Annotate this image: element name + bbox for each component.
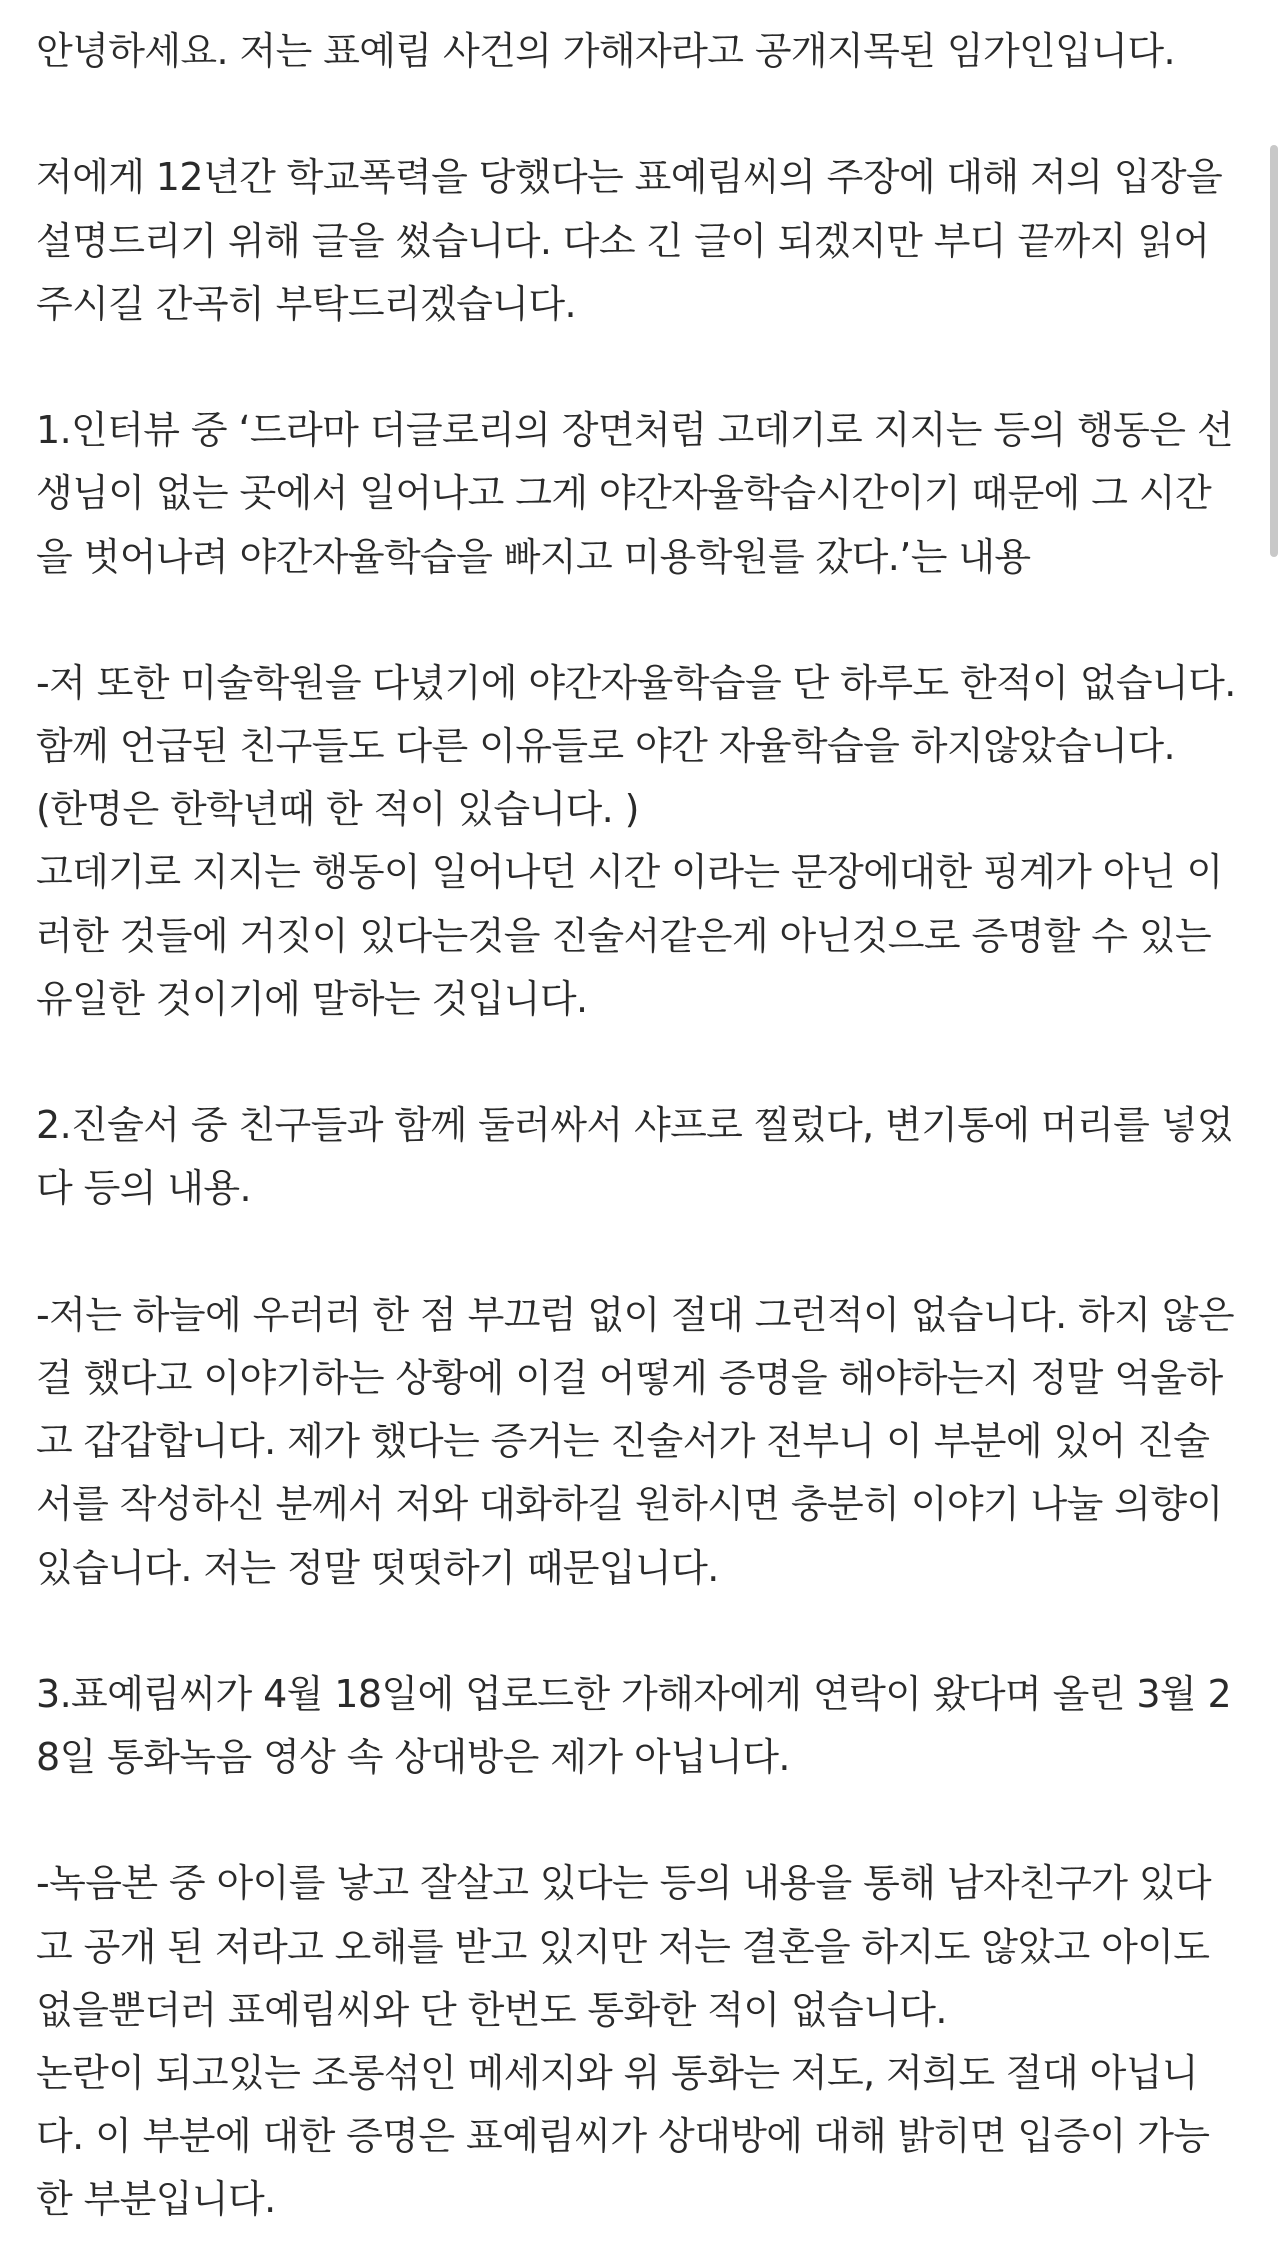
paragraph-gap — [36, 336, 1256, 399]
text-line: 안녕하세요. 저는 표예림 사건의 가해자라고 공개지목된 임가인입니다. — [36, 29, 1175, 73]
text-line: 다. 이 부분에 대한 증명은 표예림씨가 상대방에 대해 밝히면 입증이 가능 — [36, 2114, 1210, 2159]
text-line: 없을뿐더러 표예림씨와 단 한번도 통화한 적이 없습니다. — [36, 1987, 947, 2032]
text-line: 유일한 것이기에 말하는 것입니다. — [36, 976, 588, 1021]
text-line: -녹음본 중 아이를 낳고 잘살고 있다는 등의 내용을 통해 남자친구가 있다 — [36, 1861, 1212, 1906]
text-line: 고데기로 지지는 행동이 일어나던 시간 이라는 문장에대한 핑계가 아닌 이 — [36, 850, 1223, 895]
text-line: 고 공개 된 저라고 오해를 받고 있지만 저는 결혼을 하지도 않았고 아이도 — [36, 1924, 1210, 1969]
text-line: 8일 통화녹음 영상 속 상대방은 제가 아닙니다. — [36, 1735, 790, 1780]
text-line: 걸 했다고 이야기하는 상황에 이걸 어떻게 증명을 해야하는지 정말 억울하 — [36, 1355, 1223, 1400]
text-line: 함께 언급된 친구들도 다른 이유들로 야간 자율학습을 하지않았습니다. — [36, 724, 1175, 769]
text-line: -저는 하늘에 우러러 한 점 부끄럼 없이 절대 그런적이 없습니다. 하지 않은 — [36, 1292, 1234, 1337]
text-line: 2.진술서 중 친구들과 함께 둘러싸서 샤프로 찔렀다, 변기통에 머리를 넣었 — [36, 1103, 1233, 1148]
text-line: 을 벗어나려 야간자율학습을 빠지고 미용학원를 갔다.’는 내용 — [36, 534, 1031, 579]
paragraph-gap — [36, 1221, 1256, 1284]
text-line: 한 부분입니다. — [36, 2177, 276, 2222]
text-line: 논란이 되고있는 조롱섞인 메세지와 위 통화는 저도, 저희도 절대 아닙니 — [36, 2051, 1198, 2095]
text-line: 고 갑갑합니다. 제가 했다는 증거는 진술서가 전부니 이 부분에 있어 진술 — [36, 1419, 1210, 1464]
article-body — [36, 20, 1256, 2232]
scrollbar[interactable] — [1270, 145, 1278, 557]
text-line: 있습니다. 저는 정말 떳떳하기 때문입니다. — [36, 1545, 719, 1590]
text-line: -저 또한 미술학원을 다녔기에 야간자율학습을 단 하루도 한적이 없습니다. — [36, 660, 1236, 705]
paragraph-gap — [36, 589, 1256, 652]
text-line: 서를 작성하신 분께서 저와 대화하길 원하시면 충분히 이야기 나눌 의향이 — [36, 1482, 1223, 1527]
text-line: 다 등의 내용. — [36, 1166, 251, 1211]
text-line: 3.표예림씨가 4월 18일에 업로드한 가해자에게 연락이 왔다며 올린 3월 2 — [36, 1671, 1232, 1716]
text-line: 생님이 없는 곳에서 일어나고 그게 야간자율학습시간이기 때문에 그 시간 — [36, 471, 1212, 516]
paragraph-gap — [36, 1600, 1256, 1663]
paragraph-gap — [36, 1789, 1256, 1852]
text-line: 주시길 간곡히 부탁드리겠습니다. — [36, 281, 576, 326]
text-line: 러한 것들에 거짓이 있다는것을 진술서같은게 아닌것으로 증명할 수 있는 — [36, 913, 1212, 958]
text-line: 설명드리기 위해 글을 썼습니다. 다소 긴 글이 되겠지만 부디 끝까지 읽어 — [36, 218, 1210, 263]
text-line: (한명은 한학년때 한 적이 있습니다. ) — [36, 787, 639, 832]
paragraph-gap — [36, 1031, 1256, 1094]
text-line: 저에게 12년간 학교폭력을 당했다는 표예림씨의 주장에 대해 저의 입장을 — [36, 155, 1223, 200]
text-line: 1.인터뷰 중 ‘드라마 더글로리의 장면처럼 고데기로 지지는 등의 행동은 선 — [36, 408, 1233, 453]
paragraph-gap — [36, 83, 1256, 146]
